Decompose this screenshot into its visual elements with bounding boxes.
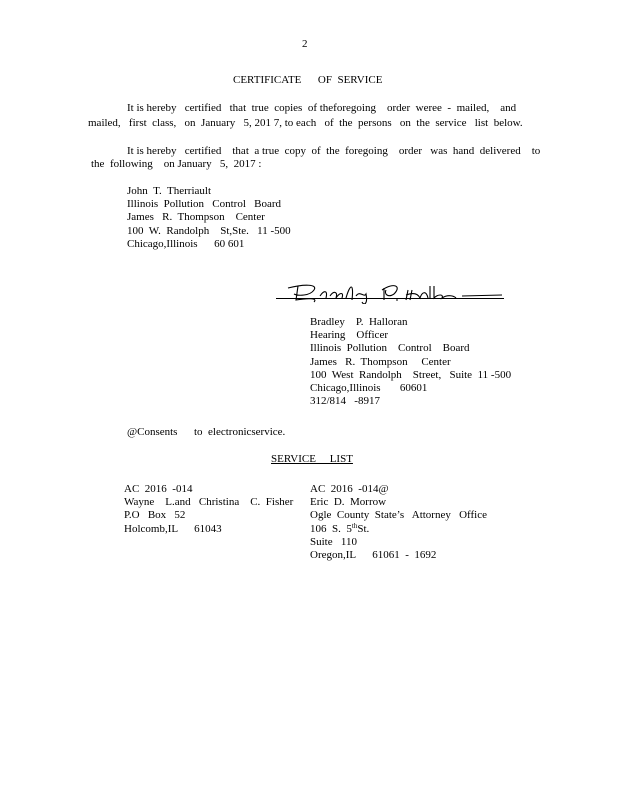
street-ordinal-suffix: th xyxy=(351,521,358,530)
service-list-line: AC 2016 -014 xyxy=(124,483,193,495)
recipient-line: Chicago,Illinois 60 601 xyxy=(127,237,245,250)
service-list-line: Ogle County State’s Attorney Office xyxy=(310,509,487,522)
recipient-line: James R. Thompson Center xyxy=(127,211,265,224)
certificate-title: CERTIFICATE OF SERVICE xyxy=(233,74,383,86)
hearing-officer-line: James R. Thompson Center xyxy=(310,355,451,368)
service-list-line: Holcomb,IL 61043 xyxy=(124,522,222,535)
recipient-line: John T. Therriault xyxy=(127,185,212,197)
recipient-address xyxy=(127,185,291,251)
hearing-officer-line: Chicago,Illinois 60601 xyxy=(310,382,428,395)
hearing-officer-line: Hearing Officer xyxy=(310,329,388,342)
street-suffix: St. xyxy=(357,522,370,535)
service-list-line: Eric D. Morrow xyxy=(310,496,387,509)
certification-paragraph-2-line-1: It is hereby certified that a true copy of the foregoing order was hand delivered to xyxy=(127,145,541,157)
signature-text: Bradley P. Halloran xyxy=(284,303,292,304)
hearing-officer-line: Illinois Pollution Control Board xyxy=(310,342,470,355)
service-list-title: SERVICE LIST xyxy=(271,453,353,465)
service-list-street-line xyxy=(310,523,487,536)
hearing-officer-line: 312/814 -8917 xyxy=(310,395,380,408)
hearing-officer-line: Bradley P. Halloran xyxy=(310,316,408,328)
certification-paragraph-1-line-2: mailed, first class, on January 5, 201 7, to each of the persons on the service list below. xyxy=(88,117,523,129)
service-list-line: AC 2016 -014@ xyxy=(310,483,389,495)
service-list-line: Oregon,IL 61061 - 1692 xyxy=(310,549,437,562)
hearing-officer-line: 100 West Randolph Street, Suite 11 -500 xyxy=(310,368,512,381)
street-prefix: 106 S. 5 xyxy=(310,522,352,535)
signature-line xyxy=(276,298,504,299)
recipient-line: 100 W. Randolph St,Ste. 11 -500 xyxy=(127,224,291,237)
service-list-line: P.O Box 52 xyxy=(124,509,186,522)
service-list-left-column xyxy=(124,483,293,536)
certification-paragraph-1-line-1: It is hereby certified that true copies of theforegoing order weree - mailed, and xyxy=(127,102,517,114)
recipient-line: Illinois Pollution Control Board xyxy=(127,198,282,211)
page-number: 2 xyxy=(302,38,308,50)
consents-note: @Consents to electronicservice. xyxy=(127,426,286,438)
handwritten-signature xyxy=(284,276,506,304)
hearing-officer-block xyxy=(310,316,511,408)
certification-paragraph-2-line-2: the following on January 5, 2017 : xyxy=(91,158,262,170)
service-list-line: Suite 110 xyxy=(310,535,357,548)
service-list-right-column xyxy=(310,483,487,562)
service-list-line: Wayne L.and Christina C. Fisher xyxy=(124,496,294,509)
